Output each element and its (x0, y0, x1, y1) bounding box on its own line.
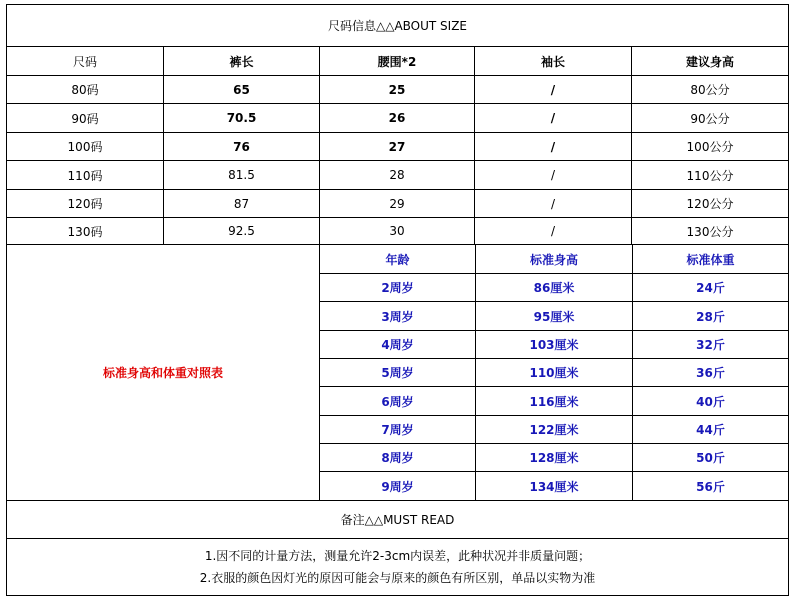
table-row (320, 359, 788, 387)
sleeve-length-cell: / (474, 76, 631, 103)
weight-cell: 36斤 (696, 366, 725, 380)
pants-length-cell: 92.5 (163, 218, 319, 244)
size-cell: 130码 (67, 224, 103, 239)
notes-title-row (7, 501, 788, 539)
table-row (320, 331, 788, 359)
age-cell: 7周岁 (381, 423, 414, 437)
height-cell: 128厘米 (529, 451, 579, 465)
page-title: 尺码信息△△ABOUT SIZE (327, 19, 468, 33)
table-row (7, 76, 788, 104)
reference-table-label: 标准身高和体重对照表 (102, 366, 223, 380)
weight-cell: 44斤 (696, 423, 725, 437)
sleeve-length-cell: / (474, 133, 631, 160)
height-cell: 122厘米 (529, 423, 579, 437)
table-row (320, 416, 788, 444)
sleeve-length-cell: / (474, 218, 631, 244)
col-header-suggested-height: 建议身高 (631, 47, 788, 75)
height-cell: 110厘米 (529, 366, 579, 380)
waist-cell: 25 (319, 76, 474, 103)
col-header-standard-height: 标准身高 (529, 252, 578, 267)
weight-cell: 56斤 (696, 479, 725, 494)
size-cell: 120码 (67, 197, 103, 211)
pants-length-cell: 70.5 (163, 104, 319, 132)
size-table-header (7, 47, 788, 76)
weight-cell: 50斤 (696, 451, 725, 465)
suggested-height-cell: 120公分 (631, 190, 788, 217)
height-cell: 116厘米 (529, 394, 579, 409)
waist-cell: 26 (319, 104, 474, 132)
col-header-pants-length: 裤长 (163, 47, 319, 75)
table-row (7, 133, 788, 161)
waist-cell: 30 (319, 218, 474, 244)
age-cell: 8周岁 (381, 451, 414, 465)
age-cell: 5周岁 (381, 366, 414, 380)
weight-cell: 24斤 (696, 281, 725, 295)
col-header-waist: 腰围*2 (319, 47, 474, 75)
suggested-height-cell: 80公分 (631, 76, 788, 103)
table-row (320, 472, 788, 500)
weight-cell: 32斤 (696, 338, 725, 352)
pants-length-cell: 76 (163, 133, 319, 160)
notes-body (7, 539, 788, 595)
age-cell: 2周岁 (381, 281, 414, 295)
suggested-height-cell: 100公分 (631, 133, 788, 160)
suggested-height-cell: 130公分 (631, 218, 788, 244)
table-row (320, 302, 788, 331)
pants-length-cell: 65 (163, 76, 319, 103)
table-row (320, 444, 788, 472)
col-header-sleeve-length: 袖长 (474, 47, 631, 75)
waist-cell: 27 (319, 133, 474, 160)
reference-table-header (320, 245, 788, 274)
weight-cell: 40斤 (696, 394, 725, 409)
waist-cell: 29 (319, 190, 474, 217)
col-header-age: 年龄 (385, 252, 410, 267)
table-row (7, 161, 788, 190)
weight-cell: 28斤 (696, 309, 725, 324)
col-header-standard-weight: 标准体重 (686, 252, 735, 267)
table-row (7, 218, 788, 245)
size-cell: 100码 (67, 140, 103, 154)
table-row (320, 274, 788, 302)
age-cell: 6周岁 (381, 394, 414, 409)
height-cell: 95厘米 (533, 309, 575, 324)
age-cell: 9周岁 (381, 479, 414, 494)
size-info-sheet (6, 4, 789, 596)
note-line: 1.因不同的计量方法，测量允许2-3cm内误差，此种状况并非质量问题； (204, 549, 591, 563)
sleeve-length-cell: / (474, 190, 631, 217)
height-cell: 134厘米 (529, 479, 579, 494)
reference-label-cell (7, 245, 319, 501)
size-cell: 90码 (71, 111, 99, 126)
size-cell: 80码 (71, 83, 99, 97)
reference-table (319, 245, 788, 501)
suggested-height-cell: 110公分 (631, 161, 788, 189)
table-row (320, 387, 788, 416)
sleeve-length-cell: / (474, 104, 631, 132)
sleeve-length-cell: / (474, 161, 631, 189)
age-cell: 4周岁 (381, 338, 414, 352)
col-header-size: 尺码 (72, 54, 97, 69)
pants-length-cell: 81.5 (163, 161, 319, 189)
title-row (7, 5, 788, 47)
waist-cell: 28 (319, 161, 474, 189)
notes-title: 备注△△MUST READ (340, 513, 455, 527)
size-cell: 110码 (67, 168, 103, 183)
pants-length-cell: 87 (163, 190, 319, 217)
table-row (7, 104, 788, 133)
suggested-height-cell: 90公分 (631, 104, 788, 132)
height-cell: 103厘米 (529, 338, 579, 352)
table-row (7, 190, 788, 218)
height-cell: 86厘米 (533, 281, 575, 295)
age-cell: 3周岁 (381, 309, 414, 324)
note-line: 2.衣服的颜色因灯光的原因可能会与原来的颜色有所区别，单品以实物为准 (199, 571, 596, 585)
